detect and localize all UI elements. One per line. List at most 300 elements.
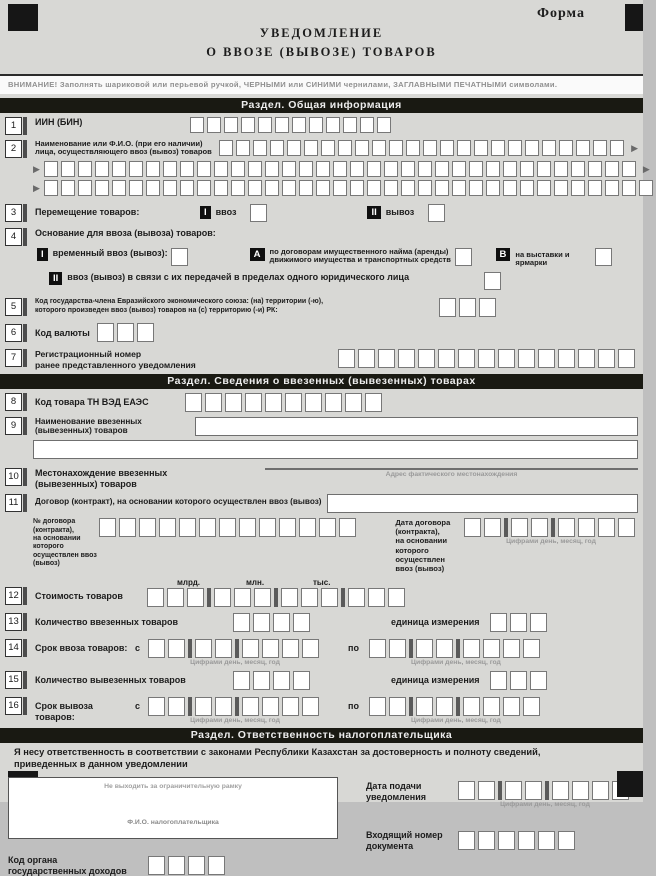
char-cell[interactable]: [418, 180, 432, 196]
char-cell[interactable]: [299, 180, 313, 196]
char-cell[interactable]: [44, 180, 58, 196]
char-cell[interactable]: [478, 349, 495, 368]
char-cell[interactable]: [333, 180, 347, 196]
char-cell[interactable]: [139, 518, 156, 537]
char-cell[interactable]: [242, 639, 259, 658]
char-cell[interactable]: [293, 671, 310, 690]
char-cell[interactable]: [187, 588, 204, 607]
char-cell[interactable]: [491, 140, 505, 156]
goods-location-caption: Адрес фактического местонахождения: [385, 471, 518, 479]
char-cell[interactable]: [304, 140, 318, 156]
char-cell[interactable]: [474, 140, 488, 156]
char-cell[interactable]: [219, 140, 233, 156]
char-cell[interactable]: [464, 518, 481, 537]
char-cell[interactable]: [511, 518, 528, 537]
char-cell[interactable]: [348, 588, 365, 607]
char-cell[interactable]: [558, 518, 575, 537]
char-cell[interactable]: [253, 671, 270, 690]
char-cell[interactable]: [292, 117, 306, 133]
char-cell[interactable]: [224, 117, 238, 133]
char-cell[interactable]: [571, 161, 585, 177]
char-cell[interactable]: [319, 518, 336, 537]
char-cell[interactable]: [231, 161, 245, 177]
char-cell[interactable]: [537, 180, 551, 196]
char-cell[interactable]: [367, 161, 381, 177]
char-cell[interactable]: [215, 697, 232, 716]
char-cell[interactable]: [483, 697, 500, 716]
contract-number-label-line3: осуществлен ввоз (вывоз): [33, 551, 97, 568]
char-cell[interactable]: [368, 588, 385, 607]
char-cell[interactable]: [219, 518, 236, 537]
char-cell[interactable]: [554, 180, 568, 196]
eaeu-state-code-label-line2: которого произведен ввоз (вывоз) товаров на (с) территорию (-и) РК:: [35, 306, 278, 314]
char-cell[interactable]: [265, 161, 279, 177]
char-cell[interactable]: [148, 697, 165, 716]
char-cell[interactable]: [316, 180, 330, 196]
char-cell[interactable]: [498, 831, 515, 850]
char-cell[interactable]: [293, 613, 310, 632]
char-cell[interactable]: [321, 588, 338, 607]
char-cell[interactable]: [179, 518, 196, 537]
char-cell[interactable]: [369, 697, 386, 716]
group-separator: [409, 639, 413, 658]
char-cell[interactable]: [538, 831, 555, 850]
char-cell[interactable]: [188, 856, 205, 875]
registration-number-label-line1: Регистрационный номер: [35, 349, 142, 360]
char-cell[interactable]: [168, 856, 185, 875]
char-cell[interactable]: [159, 518, 176, 537]
char-cell[interactable]: [355, 140, 369, 156]
goods-name-label-line2: (вывезенных) товаров: [35, 426, 128, 436]
char-cell[interactable]: [486, 180, 500, 196]
char-cell[interactable]: [129, 180, 143, 196]
char-cell[interactable]: [416, 639, 433, 658]
char-cell[interactable]: [622, 180, 636, 196]
char-cell[interactable]: [416, 697, 433, 716]
char-cell[interactable]: [436, 639, 453, 658]
char-cell[interactable]: [510, 671, 527, 690]
char-cell[interactable]: [520, 161, 534, 177]
char-cell[interactable]: [326, 117, 340, 133]
char-cell[interactable]: [531, 518, 548, 537]
char-cell[interactable]: [345, 393, 362, 412]
char-cell[interactable]: [605, 180, 619, 196]
char-cell[interactable]: [463, 697, 480, 716]
char-cell[interactable]: [406, 140, 420, 156]
char-cell[interactable]: [78, 180, 92, 196]
char-cell[interactable]: [388, 588, 405, 607]
char-cell[interactable]: [233, 613, 250, 632]
char-cell[interactable]: [215, 639, 232, 658]
char-cell[interactable]: [618, 349, 635, 368]
char-cell[interactable]: [435, 161, 449, 177]
char-cell[interactable]: [503, 639, 520, 658]
char-cell[interactable]: [262, 639, 279, 658]
char-cell[interactable]: [214, 161, 228, 177]
char-cell[interactable]: [463, 639, 480, 658]
char-cell[interactable]: [389, 140, 403, 156]
char-cell[interactable]: [279, 518, 296, 537]
char-cell[interactable]: [190, 117, 204, 133]
char-cell[interactable]: [343, 117, 357, 133]
char-cell[interactable]: [520, 180, 534, 196]
char-cell[interactable]: [236, 140, 250, 156]
char-cell[interactable]: [559, 140, 573, 156]
char-cell[interactable]: [598, 518, 615, 537]
char-cell[interactable]: [273, 671, 290, 690]
row-number-badge: 10: [5, 468, 22, 486]
char-cell[interactable]: [299, 518, 316, 537]
char-cell[interactable]: [233, 671, 250, 690]
char-cell[interactable]: [270, 140, 284, 156]
char-cell[interactable]: [99, 518, 116, 537]
char-cell[interactable]: [273, 613, 290, 632]
contract-number-label-line1: № договора (контракта),: [33, 518, 76, 534]
char-cell[interactable]: [163, 161, 177, 177]
char-cell[interactable]: [242, 697, 259, 716]
char-cell[interactable]: [452, 180, 466, 196]
char-cell[interactable]: [253, 140, 267, 156]
char-cell[interactable]: [239, 518, 256, 537]
char-cell[interactable]: [234, 588, 251, 607]
char-cell[interactable]: [163, 180, 177, 196]
char-cell[interactable]: [435, 180, 449, 196]
char-cell[interactable]: [384, 180, 398, 196]
char-cell[interactable]: [439, 298, 456, 317]
char-cell[interactable]: [490, 613, 507, 632]
contract-number-label: [33, 518, 99, 568]
letter-a-badge: А: [250, 248, 265, 261]
row-number-badge: 5: [5, 298, 22, 316]
char-cell[interactable]: [61, 180, 75, 196]
char-cell[interactable]: [248, 180, 262, 196]
char-cell[interactable]: [301, 588, 318, 607]
char-cell[interactable]: [117, 323, 134, 342]
char-cell[interactable]: [197, 180, 211, 196]
grounds-label: Основание для ввоза (вывоза) товаров:: [35, 227, 216, 238]
importer-name-cells-line3: [44, 180, 656, 196]
imported-unit-cells: [490, 613, 550, 632]
char-cell[interactable]: [350, 161, 364, 177]
char-cell[interactable]: [469, 180, 483, 196]
char-cell[interactable]: [457, 140, 471, 156]
char-cell[interactable]: [316, 161, 330, 177]
group-separator: [207, 588, 211, 607]
char-cell[interactable]: [195, 639, 212, 658]
char-cell[interactable]: [478, 781, 495, 800]
char-cell[interactable]: [576, 140, 590, 156]
goods-location-input[interactable]: [265, 468, 638, 470]
unit-label: единица измерения: [391, 617, 480, 627]
char-cell[interactable]: [265, 393, 282, 412]
char-cell[interactable]: [459, 298, 476, 317]
char-cell[interactable]: [498, 349, 515, 368]
char-cell[interactable]: [214, 180, 228, 196]
char-cell[interactable]: [505, 781, 522, 800]
taxpayer-signature-box[interactable]: [8, 777, 338, 839]
char-cell[interactable]: [275, 117, 289, 133]
char-cell[interactable]: [367, 180, 381, 196]
char-cell[interactable]: [523, 697, 540, 716]
char-cell[interactable]: [350, 180, 364, 196]
char-cell[interactable]: [338, 140, 352, 156]
char-cell[interactable]: [282, 180, 296, 196]
row-number-badge: 2: [5, 140, 22, 158]
char-cell[interactable]: [378, 349, 395, 368]
char-cell[interactable]: [398, 349, 415, 368]
char-cell[interactable]: [377, 117, 391, 133]
char-cell[interactable]: [299, 161, 313, 177]
char-cell[interactable]: [401, 161, 415, 177]
char-cell[interactable]: [452, 161, 466, 177]
row-number-badge: 3: [5, 204, 22, 222]
char-cell[interactable]: [146, 180, 160, 196]
import-checkbox[interactable]: [250, 204, 267, 222]
char-cell[interactable]: [61, 161, 75, 177]
char-cell[interactable]: [436, 697, 453, 716]
char-cell[interactable]: [530, 671, 547, 690]
eaeu-state-code-label-line1: Код государства-члена Евразийского экономического союза: (на) территории (-ю),: [35, 298, 324, 306]
char-cell[interactable]: [358, 349, 375, 368]
char-cell[interactable]: [262, 697, 279, 716]
char-cell[interactable]: [180, 180, 194, 196]
row-number-badge: 6: [5, 324, 22, 342]
char-cell[interactable]: [146, 161, 160, 177]
char-cell[interactable]: [253, 613, 270, 632]
char-cell[interactable]: [598, 349, 615, 368]
char-cell[interactable]: [282, 639, 299, 658]
char-cell[interactable]: [302, 697, 319, 716]
char-cell[interactable]: [369, 639, 386, 658]
char-cell[interactable]: [44, 161, 58, 177]
contract-input[interactable]: [327, 494, 638, 513]
char-cell[interactable]: [639, 180, 653, 196]
import-from-date-wrap: [148, 639, 322, 666]
group-separator: [341, 588, 345, 607]
char-cell[interactable]: [458, 781, 475, 800]
char-cell[interactable]: [282, 697, 299, 716]
char-cell[interactable]: [530, 613, 547, 632]
char-cell[interactable]: [305, 393, 322, 412]
char-cell[interactable]: [490, 671, 507, 690]
char-cell[interactable]: [610, 140, 624, 156]
char-cell[interactable]: [572, 781, 589, 800]
char-cell[interactable]: [205, 393, 222, 412]
to-label: по: [348, 642, 359, 653]
continuation-arrow-icon: ▶: [33, 163, 40, 174]
char-cell[interactable]: [95, 180, 109, 196]
char-cell[interactable]: [558, 349, 575, 368]
char-cell[interactable]: [248, 161, 262, 177]
char-cell[interactable]: [360, 117, 374, 133]
char-cell[interactable]: [285, 393, 302, 412]
char-cell[interactable]: [578, 349, 595, 368]
char-cell[interactable]: [129, 161, 143, 177]
char-cell[interactable]: [578, 518, 595, 537]
char-cell[interactable]: [503, 697, 520, 716]
char-cell[interactable]: [119, 518, 136, 537]
char-cell[interactable]: [479, 298, 496, 317]
row-importer-name: [5, 140, 638, 158]
row-goods-value: [5, 578, 638, 607]
incoming-number-row: [366, 830, 635, 851]
imported-quantity-cells: [233, 613, 313, 632]
group-separator: [456, 697, 460, 716]
char-cell[interactable]: [484, 518, 501, 537]
char-cell[interactable]: [423, 140, 437, 156]
char-cell[interactable]: [389, 639, 406, 658]
goods-name-input-line2[interactable]: [33, 440, 638, 459]
export-from-date-caption: Цифрами день, месяц, год: [190, 716, 280, 724]
char-cell[interactable]: [592, 781, 609, 800]
char-cell[interactable]: [137, 323, 154, 342]
char-cell[interactable]: [282, 161, 296, 177]
char-cell[interactable]: [254, 588, 271, 607]
thousands-label: тыс.: [313, 577, 331, 587]
char-cell[interactable]: [542, 140, 556, 156]
lease-contract-label: [270, 248, 455, 266]
row-number-badge: 11: [5, 494, 22, 512]
char-cell[interactable]: [325, 393, 342, 412]
row-number-badge: 16: [5, 697, 22, 715]
char-cell[interactable]: [195, 697, 212, 716]
char-cell[interactable]: [148, 639, 165, 658]
char-cell[interactable]: [180, 161, 194, 177]
roman-one-badge: I: [37, 248, 48, 261]
char-cell[interactable]: [333, 161, 347, 177]
temporary-import-checkbox[interactable]: [171, 248, 188, 266]
char-cell[interactable]: [588, 180, 602, 196]
char-cell[interactable]: [510, 613, 527, 632]
row-contract-details: [5, 518, 638, 573]
char-cell[interactable]: [112, 161, 126, 177]
char-cell[interactable]: [168, 639, 185, 658]
char-cell[interactable]: [622, 161, 636, 177]
char-cell[interactable]: [207, 117, 221, 133]
char-cell[interactable]: [593, 140, 607, 156]
eaeu-state-code-cells: [439, 298, 499, 317]
char-cell[interactable]: [365, 393, 382, 412]
char-cell[interactable]: [389, 697, 406, 716]
export-option-label: вывоз: [385, 207, 415, 218]
char-cell[interactable]: [571, 180, 585, 196]
char-cell[interactable]: [302, 639, 319, 658]
row-number-badge: 1: [5, 117, 22, 135]
char-cell[interactable]: [525, 140, 539, 156]
char-cell[interactable]: [231, 180, 245, 196]
exhibitions-checkbox[interactable]: [595, 248, 612, 266]
char-cell[interactable]: [338, 349, 355, 368]
char-cell[interactable]: [523, 639, 540, 658]
billions-label: млрд.: [177, 577, 200, 587]
char-cell[interactable]: [458, 349, 475, 368]
char-cell[interactable]: [148, 856, 165, 875]
char-cell[interactable]: [112, 180, 126, 196]
char-cell[interactable]: [97, 323, 114, 342]
char-cell[interactable]: [458, 831, 475, 850]
char-cell[interactable]: [168, 697, 185, 716]
char-cell[interactable]: [167, 588, 184, 607]
char-cell[interactable]: [418, 349, 435, 368]
char-cell[interactable]: [339, 518, 356, 537]
hs-code-cells: [185, 393, 385, 412]
char-cell[interactable]: [525, 781, 542, 800]
char-cell[interactable]: [605, 161, 619, 177]
char-cell[interactable]: [588, 161, 602, 177]
char-cell[interactable]: [438, 349, 455, 368]
char-cell[interactable]: [309, 117, 323, 133]
goods-name-input[interactable]: [195, 417, 638, 436]
char-cell[interactable]: [478, 831, 495, 850]
group-separator: [545, 781, 549, 800]
row-number-badge: 4: [5, 228, 22, 246]
responsibility-statement: [0, 743, 643, 773]
lease-contract-checkbox[interactable]: [455, 248, 472, 266]
char-cell[interactable]: [518, 831, 535, 850]
char-cell[interactable]: [538, 349, 555, 368]
signature-box-hint: Не выходить за ограничительную рамку: [104, 783, 242, 790]
char-cell[interactable]: [554, 161, 568, 177]
char-cell[interactable]: [418, 161, 432, 177]
char-cell[interactable]: [503, 180, 517, 196]
char-cell[interactable]: [486, 161, 500, 177]
char-cell[interactable]: [265, 180, 279, 196]
char-cell[interactable]: [245, 393, 262, 412]
char-cell[interactable]: [259, 518, 276, 537]
import-period-label: Срок ввоза товаров:: [35, 642, 128, 653]
row-goods-name-cont: [5, 440, 638, 459]
char-cell[interactable]: [483, 639, 500, 658]
char-cell[interactable]: [618, 518, 635, 537]
currency-code-label: Код валюты: [35, 327, 90, 338]
char-cell[interactable]: [558, 831, 575, 850]
submission-date-label: [366, 781, 458, 802]
char-cell[interactable]: [78, 161, 92, 177]
transfer-within-entity-checkbox[interactable]: [484, 272, 501, 290]
goods-location-label-line2: (вывезенных) товаров: [35, 478, 137, 489]
export-to-date-wrap: [369, 697, 543, 724]
char-cell[interactable]: [552, 781, 569, 800]
char-cell[interactable]: [199, 518, 216, 537]
char-cell[interactable]: [503, 161, 517, 177]
char-cell[interactable]: [287, 140, 301, 156]
char-cell[interactable]: [208, 856, 225, 875]
char-cell[interactable]: [518, 349, 535, 368]
char-cell[interactable]: [241, 117, 255, 133]
contract-date-label-line3: осуществлен ввоз (вывоз): [395, 554, 445, 573]
char-cell[interactable]: [185, 393, 202, 412]
char-cell[interactable]: [401, 180, 415, 196]
row-number-badge: 8: [5, 393, 22, 411]
goods-value-wrap: [147, 578, 408, 607]
char-cell[interactable]: [258, 117, 272, 133]
export-checkbox[interactable]: [428, 204, 445, 222]
char-cell[interactable]: [469, 161, 483, 177]
char-cell[interactable]: [95, 161, 109, 177]
char-cell[interactable]: [281, 588, 298, 607]
char-cell[interactable]: [197, 161, 211, 177]
char-cell[interactable]: [537, 161, 551, 177]
char-cell[interactable]: [214, 588, 231, 607]
char-cell[interactable]: [384, 161, 398, 177]
char-cell[interactable]: [147, 588, 164, 607]
char-cell[interactable]: [225, 393, 242, 412]
char-cell[interactable]: [372, 140, 386, 156]
char-cell[interactable]: [321, 140, 335, 156]
char-cell[interactable]: [508, 140, 522, 156]
char-cell[interactable]: [440, 140, 454, 156]
submission-date-cells: [458, 781, 632, 800]
